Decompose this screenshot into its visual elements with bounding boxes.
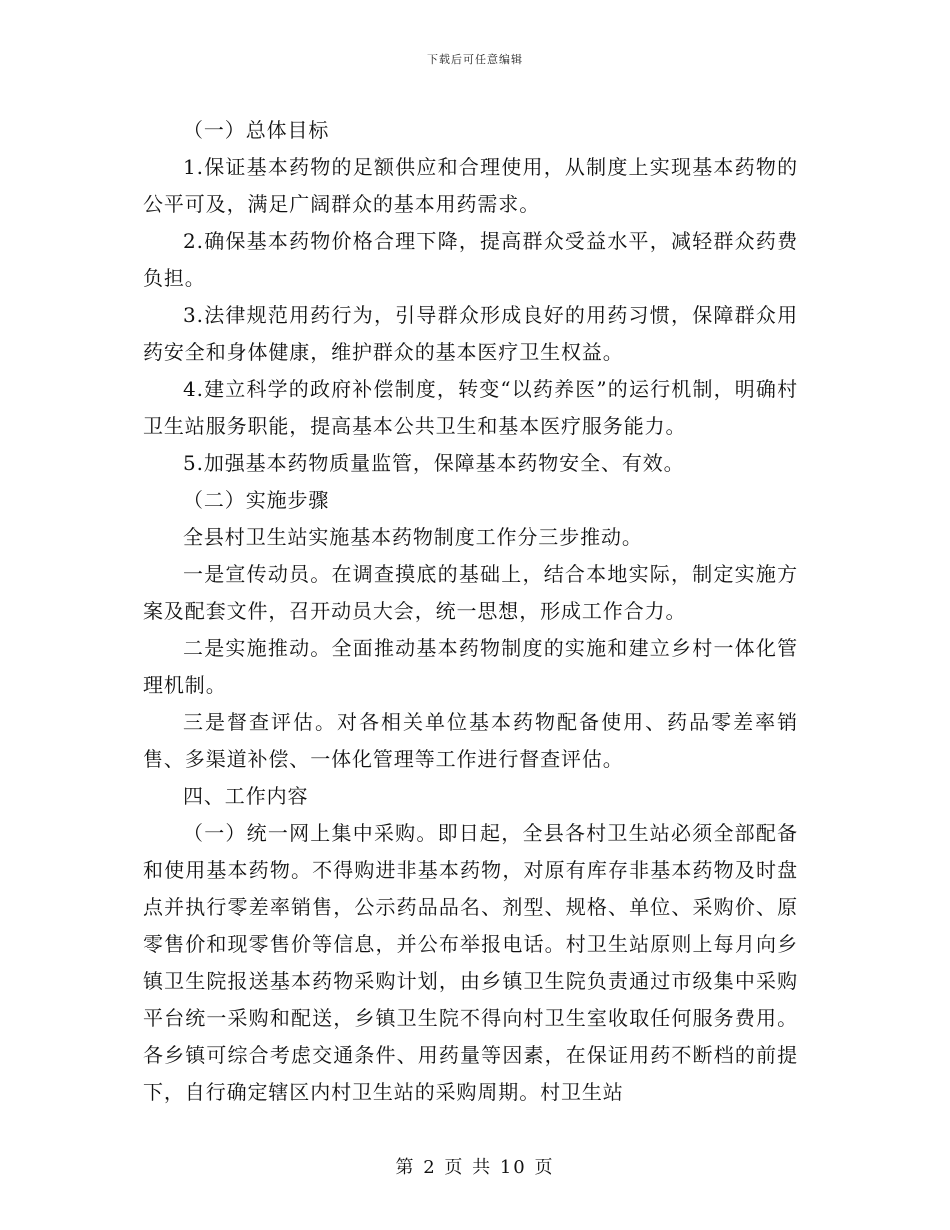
paragraph-goal-3: 3.法律规范用药行为，引导群众形成良好的用药习惯，保障群众用药安全和身体健康，维护群众的基本医疗卫生权益。	[143, 303, 798, 364]
paragraph-goal-1: 1.保证基本药物的足额供应和合理使用，从制度上实现基本药物的公平可及，满足广阔群众的基本用药需求。	[143, 155, 798, 216]
page-footer-page-number: 第 2 页 共 10 页	[395, 1157, 555, 1178]
paragraph-goal-5: 5.加强基本药物质量监管，保障基本药物安全、有效。	[183, 451, 685, 475]
section-heading-work-content: 四、工作内容	[183, 784, 309, 808]
paragraph-unified-procurement: （一）统一网上集中采购。即日起，全县各村卫生站必须全部配备和使用基本药物。不得购进非基本药物，对原有库存非基本药物及时盘点并执行零差率销售，公示药品品名、剂型、规格、单位、采购价、原零售价和现零售价等信息，并公布举报电话。村卫生站原则上每月向乡镇卫生院报送基本药物采购计划，由乡镇卫生院负责通过市级集中采购平台统一采购和配送，乡镇卫生院不得向村卫生室收取任何服务费用。各乡镇可综合考虑交通条件、用药量等因素，在保证用药不断档的前提下，自行确定辖区内村卫生站的采购周期。村卫生站	[143, 821, 798, 1104]
paragraph-step-1: 一是宣传动员。在调查摸底的基础上，结合本地实际，制定实施方案及配套文件，召开动员大会，统一思想，形成工作合力。	[143, 562, 798, 623]
section-heading-implementation-steps: （二）实施步骤	[183, 488, 330, 512]
page-header: 下载后可任意编辑	[427, 53, 523, 66]
document-body	[143, 112, 798, 1111]
section-heading-overall-goals: （一）总体目标	[183, 118, 330, 142]
paragraph-step-3: 三是督查评估。对各相关单位基本药物配备使用、药品零差率销售、多渠道补偿、一体化管理等工作进行督查评估。	[143, 710, 798, 771]
paragraph-step-2: 二是实施推动。全面推动基本药物制度的实施和建立乡村一体化管理机制。	[143, 636, 798, 697]
paragraph-steps-intro: 全县村卫生站实施基本药物制度工作分三步推动。	[183, 525, 643, 549]
paragraph-goal-2: 2.确保基本药物价格合理下降，提高群众受益水平，减轻群众药费负担。	[143, 229, 798, 290]
paragraph-goal-4: 4.建立科学的政府补偿制度，转变“以药养医”的运行机制，明确村卫生站服务职能，提高基本公共卫生和基本医疗服务能力。	[143, 377, 798, 438]
